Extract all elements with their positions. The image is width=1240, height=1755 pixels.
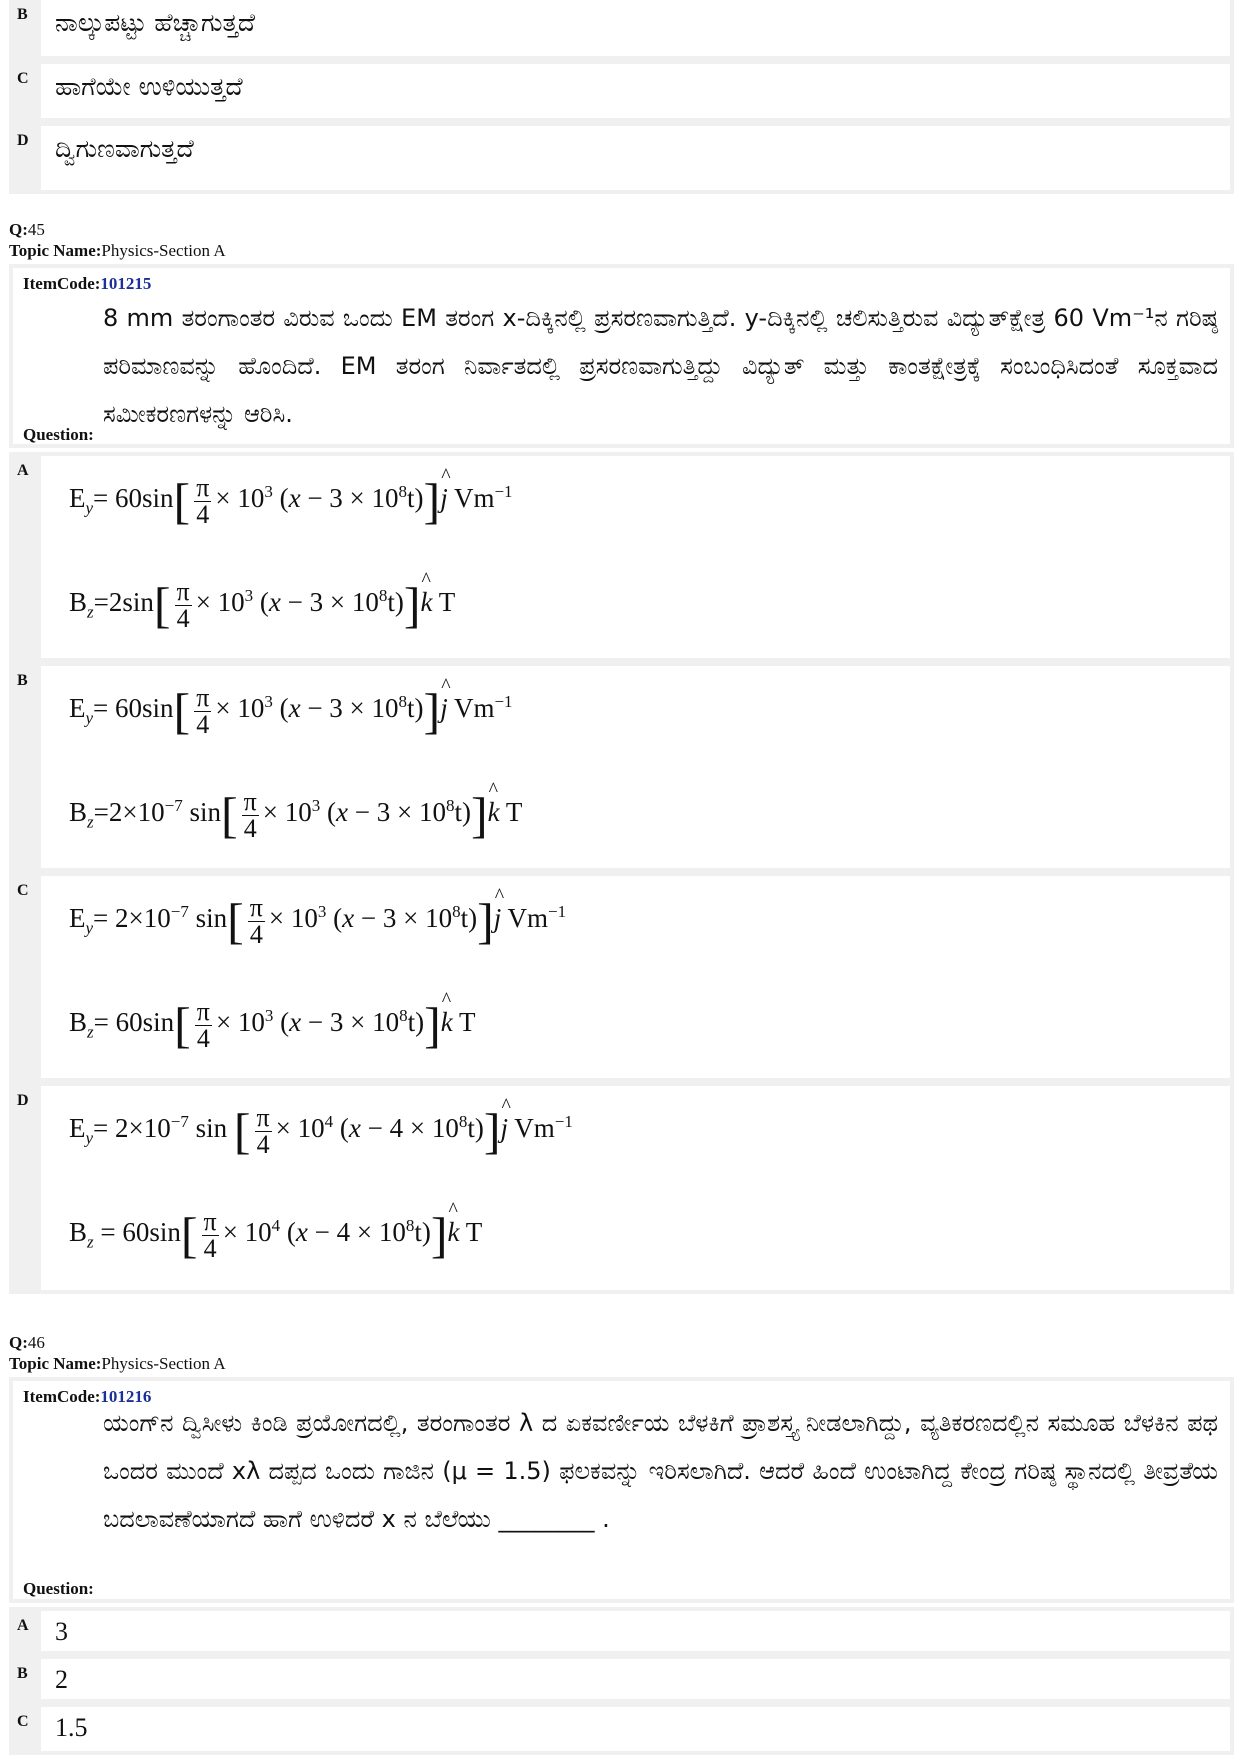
equation-b-field: $B_z=2\times 10^{-7}$ sin[ $\frac{\pi}{4}$ × $10^3$ $(x - 3 \times 10^8t)]\^{}$ k T — [69, 786, 522, 844]
option-cell — [41, 64, 1230, 118]
option-cell — [41, 126, 1230, 190]
option-letter: D — [17, 1092, 29, 1109]
q-number: 45 — [27, 220, 45, 239]
option-row[interactable] — [9, 1655, 1234, 1703]
topic-label: Topic Name: — [9, 1354, 102, 1373]
q-label: Q: — [9, 220, 28, 239]
option-row[interactable] — [9, 0, 1234, 60]
prev-options-table — [9, 0, 1234, 194]
option-row[interactable] — [9, 1703, 1234, 1755]
option-letter: A — [17, 462, 29, 479]
option-text: ದ್ವಿಗುಣವಾಗುತ್ತದೆ — [55, 134, 194, 163]
question-label: Question: — [23, 1579, 94, 1598]
option-letter: C — [17, 70, 29, 87]
itemcode — [23, 274, 151, 294]
option-cell — [41, 876, 1230, 1078]
option-letter: C — [17, 882, 29, 899]
q45-options — [9, 452, 1234, 1294]
question-text: ಯಂಗ್‌ನ ದ್ವಿಸೀಳು ಕಿಂಡಿ ಪ್ರಯೋಗದಲ್ಲಿ, ತರಂಗಾಂತರ λ ದ ಏಕವರ್ಣೀಯ ಬೆಳಕಿಗೆ ಪ್ರಾಶಸ್ತ್ಯ ನೀಡಲಾಗಿದ್ದು, ವ್ಯತಿಕರಣದಲ್ಲಿನ ಸಮೂಹ ಬೆಳಕಿನ ಪಥ ಒಂದರ ಮುಂದೆ xλ ದಪ್ಪದ ಒಂದು ಗಾಜಿನ (μ = 1.5) ಫಲಕವನ್ನು ಇರಿಸಲಾಗಿದೆ. ಆದರೆ ಹಿಂದೆ ಉಂಟಾಗಿದ್ದ ಕೇಂದ್ರ ಗರಿಷ್ಠ ಸ್ಥಾನದಲ್ಲಿ ತೀವ್ರತೆಯ ಬದಲಾವಣೆಯಾಗದೆ ಹಾಗೆ ಉಳಿದರೆ x ನ ಬೆಲೆಯು ________ . — [103, 1409, 1218, 1533]
option-cell — [41, 1659, 1230, 1699]
question-box — [9, 264, 1234, 448]
itemcode-label: ItemCode: — [23, 274, 101, 293]
option-text: ನಾಲ್ಕುಪಟ್ಟು ಹೆಚ್ಚಾಗುತ್ತದೆ — [55, 8, 255, 37]
itemcode-value: 101215 — [100, 274, 152, 293]
question-box — [9, 1377, 1234, 1603]
equation-b-field: $B_z= 60\sin$[ $\frac{\pi}{4}$ × $10^3$ $(x - 3 \times 10^8t)]\^{}$ k T — [69, 996, 476, 1054]
option-letter: B — [17, 672, 28, 689]
option-text: ಹಾಗೆಯೇ ಉಳಿಯುತ್ತದೆ — [55, 72, 243, 101]
option-row[interactable] — [9, 60, 1234, 122]
option-letter: B — [17, 1665, 28, 1682]
option-row[interactable] — [9, 1607, 1234, 1655]
question-header — [9, 1332, 226, 1374]
option-text: 3 — [55, 1617, 68, 1646]
option-row[interactable] — [9, 452, 1234, 662]
topic-name: Physics-Section A — [101, 241, 226, 260]
option-cell — [41, 456, 1230, 658]
option-cell — [41, 666, 1230, 868]
equation-e-field: $E_y= 60\sin$[ $\frac{\pi}{4}$ × $10^3$ $(x - 3 \times 10^8t)]\^{}$ j $Vm^{-1}$ — [69, 682, 513, 740]
equation-e-field: $E_y= 60\sin$[ $\frac{\pi}{4}$ × $10^3$ $(x - 3 \times 10^8t)]\^{}$ j $Vm^{-1}$ — [69, 472, 513, 530]
question-text: 8 mm ತರಂಗಾಂತರ ವಿರುವ ಒಂದು EM ತರಂಗ x-ದಿಕ್ಕಿನಲ್ಲಿ ಪ್ರಸರಣವಾಗುತ್ತಿದೆ. y-ದಿಕ್ಕಿನಲ್ಲಿ ಚಲಿಸುತ್ತಿರುವ ವಿದ್ಯುತ್‌ಕ್ಷೇತ್ರ 60 Vm⁻¹ನ ಗರಿಷ್ಠ ಪರಿಮಾಣವನ್ನು ಹೊಂದಿದೆ. EM ತರಂಗ ನಿರ್ವಾತದಲ್ಲಿ ಪ್ರಸರಣವಾಗುತ್ತಿದ್ದು ವಿದ್ಯುತ್ ಮತ್ತು ಕಾಂತಕ್ಷೇತ್ರಕ್ಕೆ ಸಂಬಂಧಿಸಿದಂತೆ ಸೂಕ್ತವಾದ ಸಮೀಕರಣಗಳನ್ನು ಆರಿಸಿ. — [103, 304, 1218, 428]
topic-label: Topic Name: — [9, 241, 102, 260]
option-row[interactable] — [9, 122, 1234, 194]
option-letter: A — [17, 1617, 29, 1634]
itemcode-value: 101216 — [100, 1387, 152, 1406]
equation-b-field: $B_z=2\sin$[ $\frac{\pi}{4}$ × $10^3$ $(x - 3 \times 10^8t)]\^{}$ k T — [69, 576, 455, 634]
question-box-inner — [13, 1381, 1230, 1599]
itemcode-label: ItemCode: — [23, 1387, 101, 1406]
equation-e-field: $E_y= 2\times 10^{-7}$ sin[ $\frac{\pi}{4}$ × $10^3$ $(x - 3 \times 10^8t)]\^{}$ j $Vm^{-1}$ — [69, 892, 566, 950]
option-cell — [41, 1707, 1230, 1751]
option-row[interactable] — [9, 662, 1234, 872]
option-letter: D — [17, 132, 29, 149]
option-cell — [41, 0, 1230, 56]
option-text: 2 — [55, 1665, 68, 1694]
question-header — [9, 219, 226, 261]
option-letter: B — [17, 6, 28, 23]
equation-e-field: $E_y= 2\times 10^{-7}$ sin [ $\frac{\pi}{4}$ × $10^4$ $(x - 4 \times 10^8t)]\^{}$ j $Vm^{-1}$ — [69, 1102, 573, 1160]
option-text: 1.5 — [55, 1713, 88, 1742]
q-number: 46 — [27, 1333, 45, 1352]
equation-b-field: $B_z = 60\sin$[ $\frac{\pi}{4}$ × $10^4$ $(x - 4 \times 10^8t)]\^{}$ k T — [69, 1206, 482, 1264]
question-label: Question: — [23, 425, 94, 444]
q46-options — [9, 1607, 1234, 1755]
option-row[interactable] — [9, 1082, 1234, 1294]
option-letter: C — [17, 1713, 29, 1730]
option-cell — [41, 1086, 1230, 1290]
option-row[interactable] — [9, 872, 1234, 1082]
question-box-inner — [13, 268, 1230, 444]
q-label: Q: — [9, 1333, 28, 1352]
option-cell — [41, 1611, 1230, 1651]
topic-name: Physics-Section A — [101, 1354, 226, 1373]
